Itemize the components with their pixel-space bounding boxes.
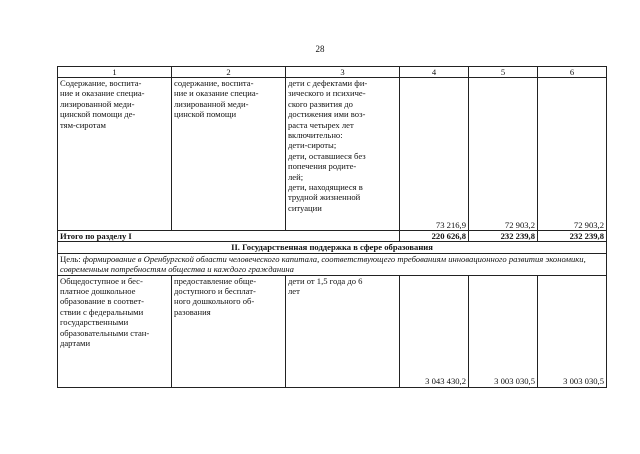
- column-number: 1: [58, 67, 172, 78]
- column-numbers-row: [58, 67, 607, 78]
- goal-row: [58, 253, 607, 275]
- column-number: 6: [538, 67, 607, 78]
- recipients-cell: дети от 1,5 года до 6 лет: [286, 275, 400, 387]
- goal-text: формирование в Оренбургской области человеческого капитала, соответствующего требованиям инновационного развития экономики, современным потребностям общества и каждого гражданина: [60, 253, 586, 275]
- column-number: 2: [172, 67, 286, 78]
- value-cell: 73 216,9: [400, 78, 469, 231]
- section-title-row: [58, 242, 607, 253]
- budget-table: [57, 66, 607, 388]
- goal-cell: [58, 253, 607, 275]
- recipients-cell: дети с дефектами фи- зического и психиче- ского развития до достижения ими воз- раста четырех лет включительно: дети-сироты; дети, оставшиеся без попечения родите- лей; дети, находящиеся в трудной жизненной ситуации: [286, 78, 400, 231]
- service-content-cell: предоставление обще- доступного и бесплат- ного дошкольного об- разования: [172, 275, 286, 387]
- section-total-row: [58, 231, 607, 242]
- value-cell: 3 003 030,5: [538, 275, 607, 387]
- section-title: II. Государственная поддержка в сфере образования: [58, 242, 607, 253]
- column-number: 3: [286, 67, 400, 78]
- value-cell: 72 903,2: [538, 78, 607, 231]
- total-value-cell: 220 626,8: [400, 231, 469, 242]
- table-row: [58, 275, 607, 387]
- goal-label: Цель:: [60, 253, 83, 264]
- service-content-cell: содержание, воспита- ние и оказание специа- лизированной меди- цинской помощи: [172, 78, 286, 231]
- table-row: [58, 78, 607, 231]
- column-number: 4: [400, 67, 469, 78]
- section-total-label: Итого по разделу I: [58, 231, 400, 242]
- value-cell: 3 003 030,5: [469, 275, 538, 387]
- total-value-cell: 232 239,8: [538, 231, 607, 242]
- value-cell: 3 043 430,2: [400, 275, 469, 387]
- page-number: 28: [315, 44, 325, 54]
- total-value-cell: 232 239,8: [469, 231, 538, 242]
- service-name-cell: Содержание, воспита- ние и оказание специа- лизированной меди- цинской помощи де- тям-сиротам: [58, 78, 172, 231]
- column-number: 5: [469, 67, 538, 78]
- service-name-cell: Общедоступное и бес- платное дошкольное образование в соответ- ствии с федеральными государственными образовательными стан- дартами: [58, 275, 172, 387]
- value-cell: 72 903,2: [469, 78, 538, 231]
